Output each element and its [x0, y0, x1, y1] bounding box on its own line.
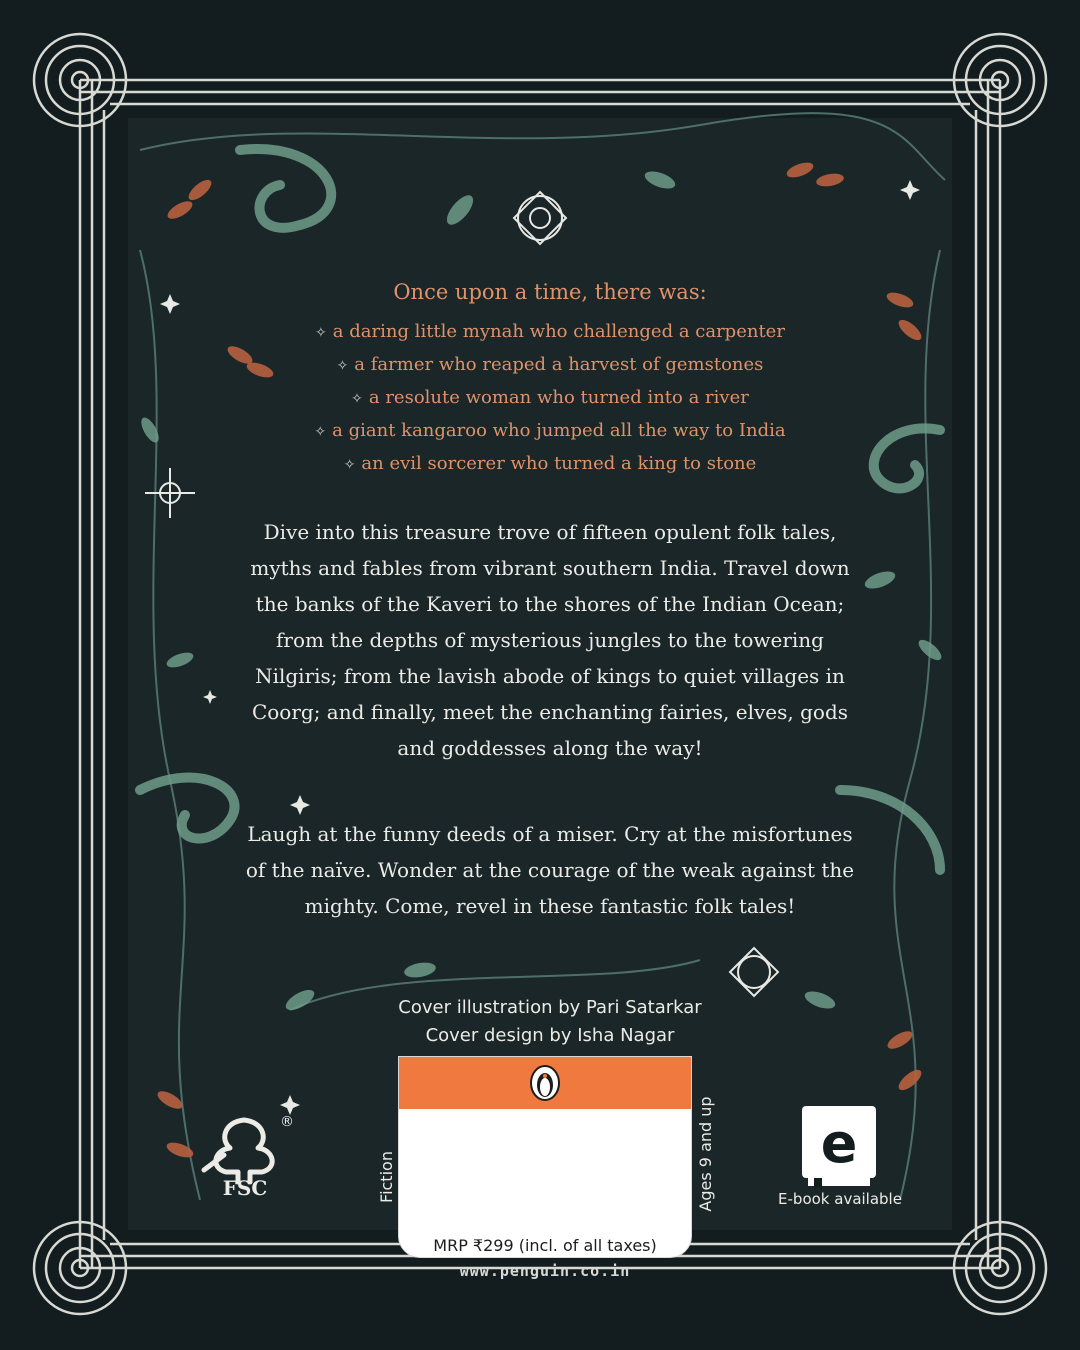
- description-paragraph-1: Dive into this treasure trove of fifteen opulent folk tales, myths and fables from vibrant southern India. Travel down the banks of the Kaveri to the shores of the Indian Ocean; from the depths of mysterious jungles to the towering Nilgiris; from the lavish abode of kings to quiet villages in Coorg; and finally, meet the enchanting fairies, elves, gods and goddesses along the way!: [250, 520, 850, 760]
- cover-credits: [340, 994, 760, 1050]
- ebook-letter: e: [820, 1112, 858, 1175]
- illustration-credit: Cover illustration by Pari Satarkar: [398, 997, 702, 1018]
- sparkle-bullet-icon: ✧: [351, 391, 363, 407]
- list-item: ✧ a farmer who reaped a harvest of gemstones: [336, 354, 764, 375]
- description-paragraph-2: Laugh at the funny deeds of a miser. Cry at the misfortunes of the naïve. Wonder at the courage of the weak against the mighty. Come, revel in these fantastic folk tales!: [245, 822, 855, 918]
- price-box: [398, 1056, 692, 1258]
- age-range-label: Ages 9 and up: [696, 1096, 715, 1212]
- sparkle-bullet-icon: ✧: [314, 424, 327, 440]
- penguin-logo-icon: [527, 1065, 563, 1101]
- genre-label: Fiction: [377, 1151, 396, 1203]
- registered-mark: ®: [280, 1114, 294, 1130]
- list-item: ✧ a daring little mynah who challenged a carpenter: [315, 321, 785, 342]
- intro-heading: Once upon a time, there was:: [393, 280, 707, 304]
- list-item: ✧ a resolute woman who turned into a river: [351, 387, 749, 408]
- list-item: ✧ an evil sorcerer who turned a king to stone: [343, 453, 757, 474]
- ebook-label: E-book available: [778, 1190, 902, 1208]
- mrp-label: MRP ₹299 (incl. of all taxes): [433, 1236, 657, 1255]
- sparkle-bullet-icon: ✧: [315, 325, 327, 341]
- intro-section: [240, 280, 860, 481]
- ebook-icon: [800, 1104, 878, 1192]
- design-credit: Cover design by Isha Nagar: [425, 1025, 675, 1046]
- list-item: ✧ a giant kangaroo who jumped all the way to India: [314, 420, 786, 441]
- price-box-header: [399, 1057, 691, 1109]
- intro-list: [240, 316, 860, 481]
- sparkle-bullet-icon: ✧: [343, 457, 356, 473]
- fsc-label: FSC: [222, 1176, 268, 1200]
- publisher-website: www.penguin.co.in: [459, 1262, 631, 1280]
- sparkle-bullet-icon: ✧: [336, 358, 349, 374]
